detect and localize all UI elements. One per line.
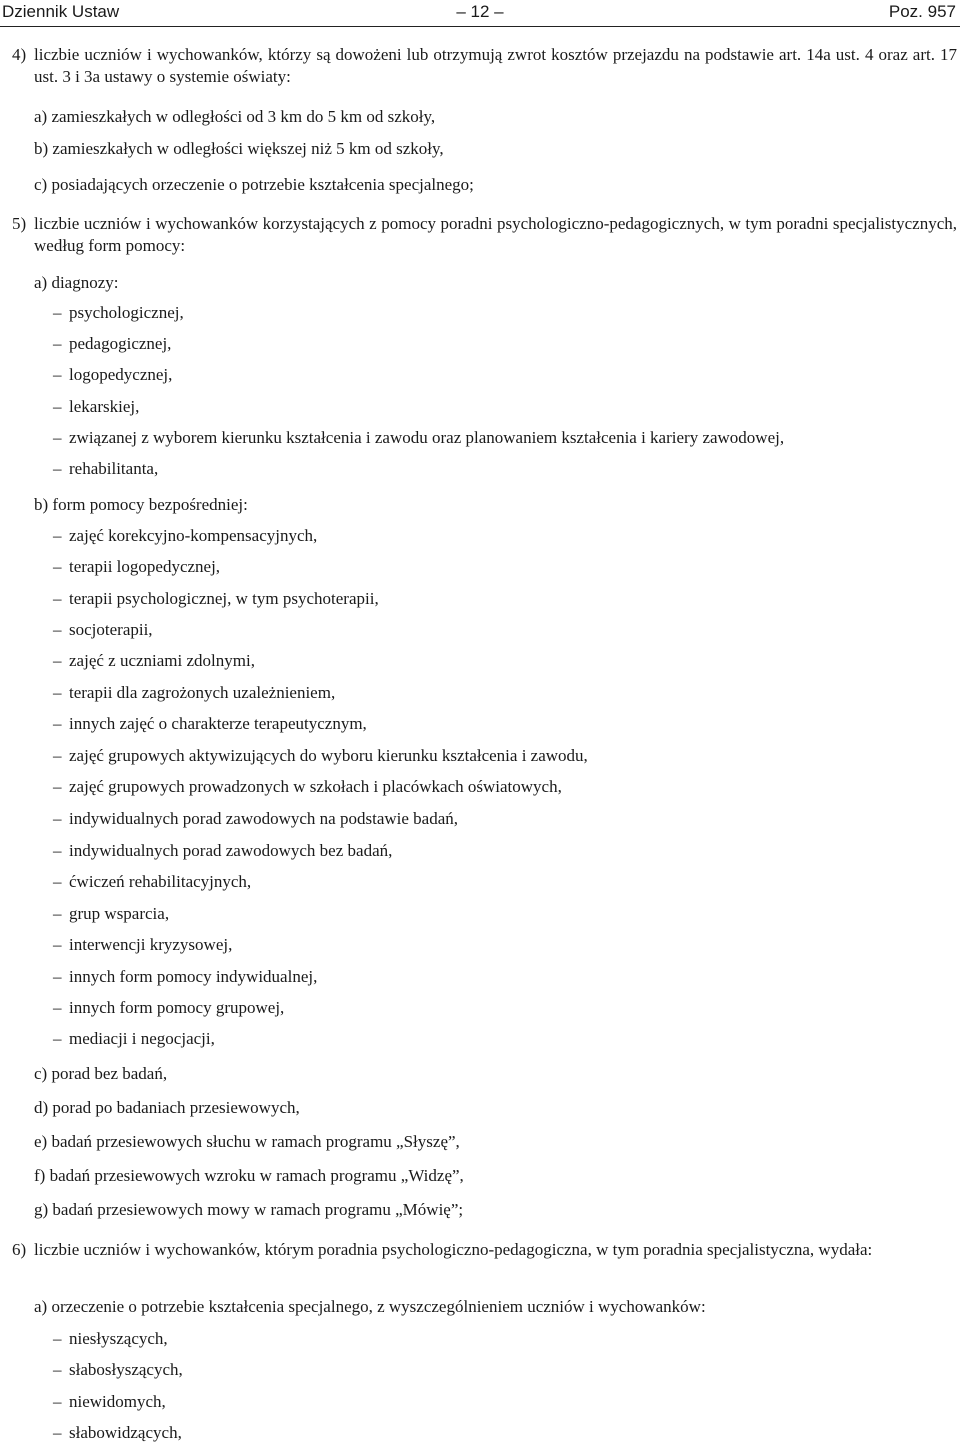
dash-icon [53, 1028, 65, 1050]
dash-icon [53, 556, 65, 578]
list-item: –innych zajęć o charakterze terapeutycznym, [53, 713, 367, 735]
item-5 [12, 213, 957, 257]
item-number: 6) [12, 1240, 27, 1259]
list-item: –pedagogicznej, [53, 333, 171, 355]
list-item: –niesłyszących, [53, 1328, 168, 1350]
dash-icon [53, 396, 65, 418]
list-item: –terapii logopedycznej, [53, 556, 220, 578]
dash-icon [53, 934, 65, 956]
list-item: –terapii dla zagrożonych uzależnieniem, [53, 682, 335, 704]
list-item: –mediacji i negocjacji, [53, 1028, 215, 1050]
item-4-sub-a: a) zamieszkałych w odległości od 3 km do 5 km od szkoły, [34, 107, 436, 126]
list-item: –zajęć grupowych aktywizujących do wyboru kierunku kształcenia i zawodu, [53, 745, 588, 767]
dash-icon [53, 682, 65, 704]
item-4 [12, 44, 957, 88]
list-item: –indywidualnych porad zawodowych na podstawie badań, [53, 808, 458, 830]
item-4-sub-c: c) posiadających orzeczenie o potrzebie kształcenia specjalnego; [34, 175, 474, 194]
item-text: liczbie uczniów i wychowanków, którym poradnia psychologiczno-pedagogiczna, w tym poradnia specjalistyczna, wydała: [34, 1240, 873, 1259]
dash-icon [53, 458, 65, 480]
item-5-sub-d: d) porad po badaniach przesiewowych, [34, 1098, 300, 1117]
dash-icon [53, 588, 65, 610]
dash-icon [53, 745, 65, 767]
position-number: Poz. 957 [888, 2, 956, 21]
list-item: –lekarskiej, [53, 396, 139, 418]
list-item: –socjoterapii, [53, 619, 153, 641]
dash-icon [53, 1328, 65, 1350]
dash-icon [53, 525, 65, 547]
list-item: –innych form pomocy indywidualnej, [53, 966, 317, 988]
list-item: –związanej z wyborem kierunku kształcenia i zawodu oraz planowaniem kształcenia i kariery zawodowej, [53, 427, 784, 449]
dash-icon [53, 650, 65, 672]
dash-icon [53, 997, 65, 1019]
list-item: –grup wsparcia, [53, 903, 169, 925]
item-6 [12, 1239, 957, 1261]
page-header [0, 0, 960, 27]
item-4-sub-b: b) zamieszkałych w odległości większej niż 5 km od szkoły, [34, 139, 444, 158]
list-item: –zajęć z uczniami zdolnymi, [53, 650, 255, 672]
item-text: liczbie uczniów i wychowanków, którzy są dowożeni lub otrzymują zwrot kosztów przejazdu na podstawie art. 14a ust. 4 oraz art. 17 ust. 3 i 3a ustawy o systemie oświaty: [34, 45, 957, 86]
item-6-sub-a: a) orzeczenie o potrzebie kształcenia specjalnego, z wyszczególnieniem uczniów i wychowanków: [34, 1297, 706, 1316]
item-number: 4) [12, 45, 27, 64]
dash-icon [53, 1359, 65, 1381]
dash-icon [53, 903, 65, 925]
list-item: –zajęć grupowych prowadzonych w szkołach i placówkach oświatowych, [53, 776, 562, 798]
dash-icon [53, 713, 65, 735]
list-item: –słabowidzących, [53, 1422, 182, 1444]
dash-icon [53, 808, 65, 830]
list-item: –logopedycznej, [53, 364, 172, 386]
list-item: –terapii psychologicznej, w tym psychoterapii, [53, 588, 379, 610]
item-text: liczbie uczniów i wychowanków korzystających z pomocy poradni psychologiczno-pedagogicznych, w tym poradni specjalistycznych, według form pomocy: [34, 214, 957, 255]
list-item: –słabosłyszących, [53, 1359, 183, 1381]
dash-icon [53, 1422, 65, 1444]
dash-icon [53, 840, 65, 862]
dash-icon [53, 333, 65, 355]
item-5-sub-a: a) diagnozy: [34, 273, 119, 292]
dash-icon [53, 364, 65, 386]
item-number: 5) [12, 214, 27, 233]
page-number: – 12 – [456, 2, 504, 21]
list-item: –interwencji kryzysowej, [53, 934, 232, 956]
item-5-sub-f: f) badań przesiewowych wzroku w ramach programu „Widzę”, [34, 1166, 464, 1185]
dash-icon [53, 302, 65, 324]
list-item: –ćwiczeń rehabilitacyjnych, [53, 871, 251, 893]
dash-icon [53, 1391, 65, 1413]
dash-icon [53, 966, 65, 988]
list-item: –indywidualnych porad zawodowych bez badań, [53, 840, 392, 862]
item-5-sub-b: b) form pomocy bezpośredniej: [34, 495, 248, 514]
dash-icon [53, 776, 65, 798]
item-5-sub-c: c) porad bez badań, [34, 1064, 168, 1083]
dash-icon [53, 427, 65, 449]
dash-icon [53, 619, 65, 641]
item-5-sub-g: g) badań przesiewowych mowy w ramach programu „Mówię”; [34, 1200, 464, 1219]
list-item: –psychologicznej, [53, 302, 184, 324]
list-item: –zajęć korekcyjno-kompensacyjnych, [53, 525, 317, 547]
list-item: –innych form pomocy grupowej, [53, 997, 284, 1019]
item-5-sub-e: e) badań przesiewowych słuchu w ramach programu „Słyszę”, [34, 1132, 460, 1151]
list-item: –niewidomych, [53, 1391, 166, 1413]
dash-icon [53, 871, 65, 893]
list-item: –rehabilitanta, [53, 458, 158, 480]
journal-title: Dziennik Ustaw [2, 2, 120, 21]
